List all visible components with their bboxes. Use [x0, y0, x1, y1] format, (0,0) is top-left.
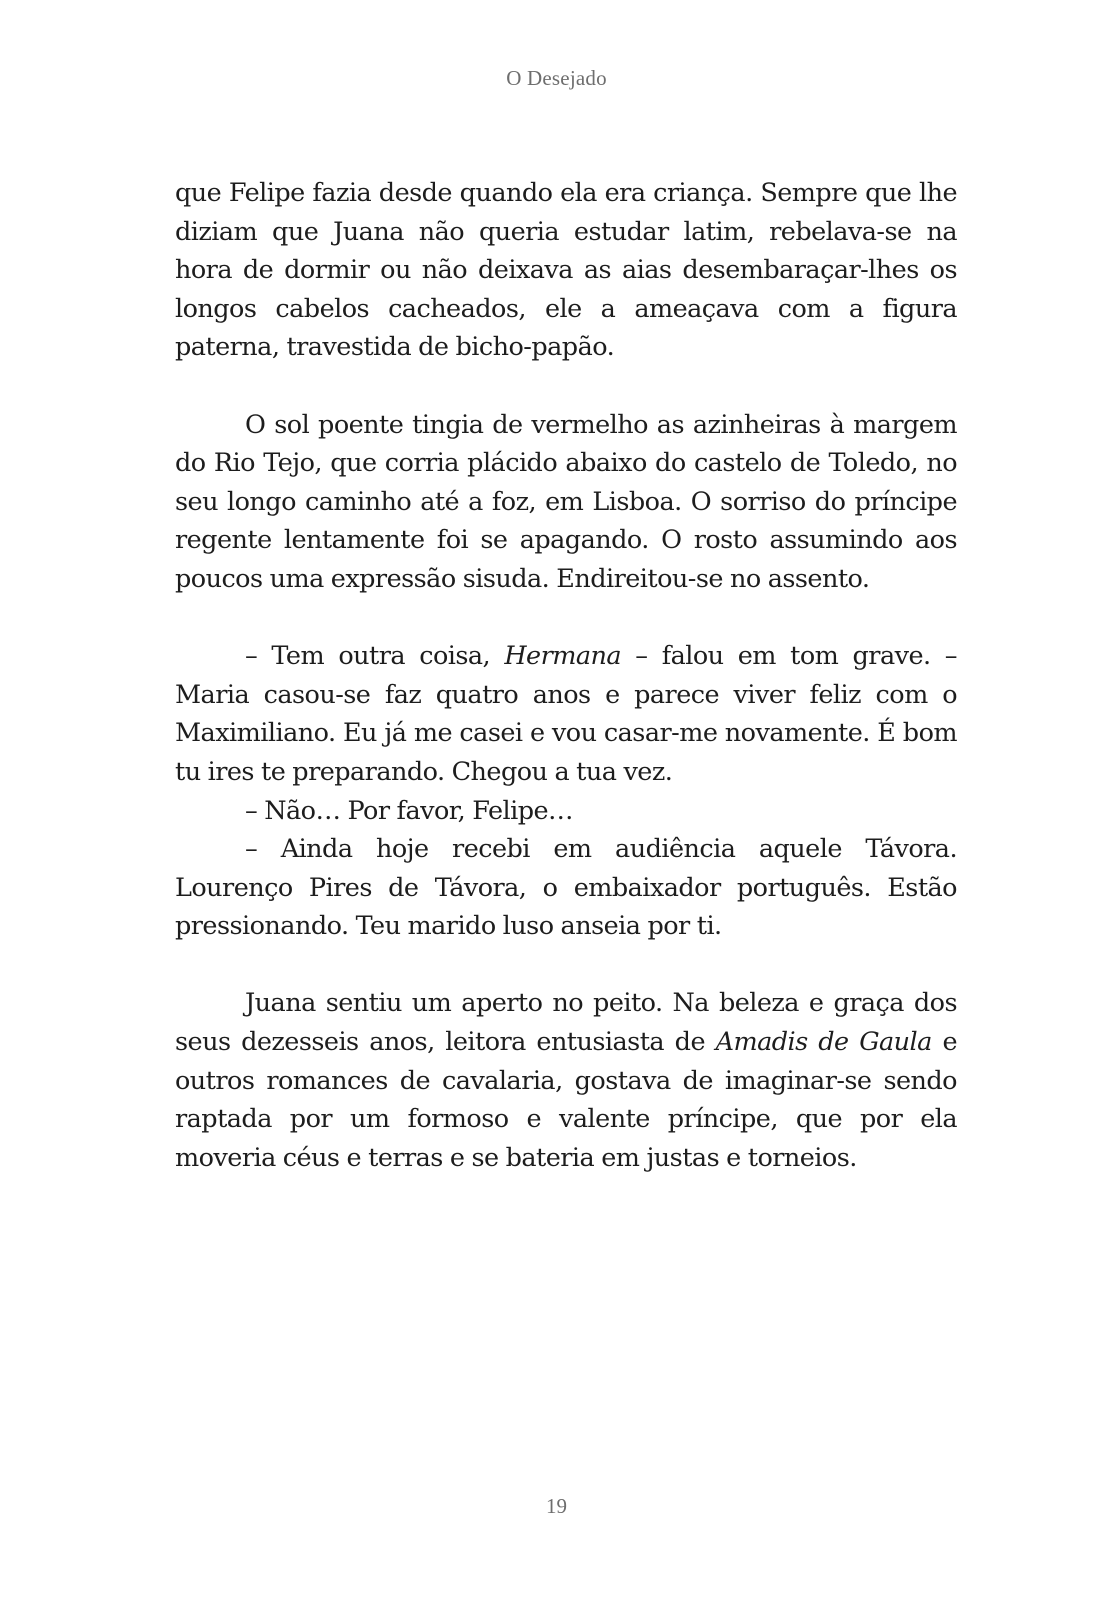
italic-book-title: Amadis de Gaula — [715, 1027, 932, 1058]
paragraph-continuation: que Felipe fazia desde quando ela era criança. Sempre que lhe diziam que Juana não queria estudar latim, rebelava-se na hora de dormir ou não deixava as aias desembaraçar-lhes os longos cabelos cacheados, ele a ameaçava com a figura paterna, travestida de bicho-papão. — [175, 178, 957, 363]
paragraph-dialogue-juana: – Não… Por favor, Felipe… — [245, 795, 573, 826]
dialogue-text-end: – falou em tom grave. – Maria casou-se faz quatro anos e parece viver feliz com o Maximiliano. Eu já me casei e vou casar-me novamente. É bom tu ires te preparando. Chegou a tua vez. — [175, 641, 957, 787]
paragraph-dialogue-tavora: – Ainda hoje recebi em audiência aquele Távora. Lourenço Pires de Távora, o embaixador português. Estão pressionando. Teu marido luso anseia por ti. — [175, 834, 957, 942]
reflection-text-start: Juana sentiu um aperto no peito. Na beleza e graça dos seus dezesseis anos, leitora entusiasta de — [175, 988, 957, 1058]
reflection-text-end: e outros romances de cavalaria, gostava de imaginar-se sendo raptada por um formoso e valente príncipe, que por ela moveria céus e terras e se bateria em justas e torneios. — [175, 1027, 957, 1173]
paragraph-juana-reflection — [175, 984, 957, 1177]
italic-word-hermana: Hermana — [504, 641, 622, 672]
running-head-title: O Desejado — [506, 66, 607, 90]
paragraph-dialogue-felipe — [175, 637, 957, 791]
page-number: 19 — [546, 1494, 567, 1518]
dialogue-text-start: – Tem outra coisa, — [245, 641, 505, 672]
paragraph-sunset: O sol poente tingia de vermelho as azinheiras à margem do Rio Tejo, que corria plácido abaixo do castelo de Toledo, no seu longo caminho até a foz, em Lisboa. O sorriso do príncipe regente lentamente foi se apagando. O rosto assumindo aos poucos uma expressão sisuda. Endireitou-se no assento. — [175, 409, 957, 594]
body-text — [175, 174, 957, 1177]
